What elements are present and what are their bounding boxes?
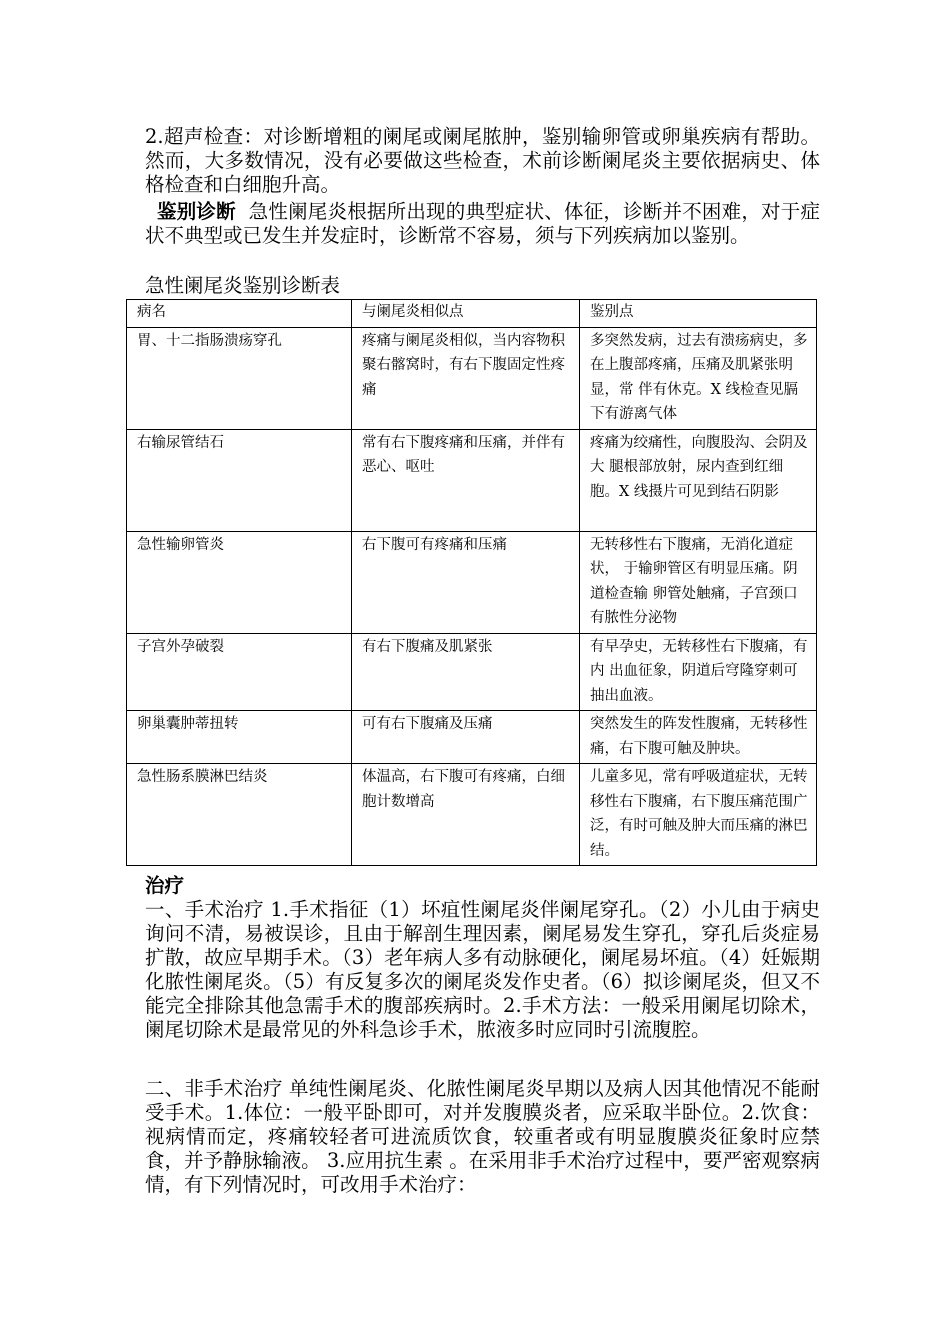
paragraph-surgical-treatment: 一、手术治疗 1.手术指征（1）坏疽性阑尾炎伴阑尾穿孔。（2）小儿由于病史询问不清，易被误诊，且由于解剖生理因素，阑尾易发生穿孔，穿孔后炎症易扩散，故应早期手术。（3）老年病人多有动脉硬化，阑尾易坏疽。（4）妊娠期化脓性阑尾炎。（5）有反复多次的阑尾炎发作史者。（6）拟诊阑尾炎，但又不能完全排除其他急需手术的腹部疾病时。2.手术方法：一般采用阑尾切除术，阑尾切除术是最常见的外科急诊手术，脓液多时应同时引流腹腔。 [145,898,820,1041]
cell-distinction: 有早孕史，无转移性右下腹痛，有内 出血征象，阴道后穹隆穿刺可抽出血液。 [580,633,817,711]
cell-similarity: 可有右下腹痛及压痛 [352,711,580,764]
differential-diagnosis-text: 急性阑尾炎根据所出现的典型症状、体征，诊断并不困难，对于症状不典型或已发生并发症时，诊断常不容易，须与下列疾病加以鉴别。 [145,200,820,247]
cell-disease: 急性输卵管炎 [127,531,352,633]
cell-distinction: 疼痛为绞痛性，向腹股沟、会阴及大 腿根部放射，尿内查到红细胞。X 线摄片可见到结石阴影 [580,429,817,531]
table-row [127,327,817,429]
cell-similarity: 有右下腹痛及肌紧张 [352,633,580,711]
paragraph-nonsurgical-treatment: 二、非手术治疗 单纯性阑尾炎、化脓性阑尾炎早期以及病人因其他情况不能耐受手术。1.体位：一般平卧即可，对并发腹膜炎者，应采取半卧位。2.饮食：视病情而定，疼痛较轻者可进流质饮食，较重者或有明显腹膜炎征象时应禁食，并予静脉输液。 3.应用抗生素 。在采用非手术治疗过程中，要严密观察病情，有下列情况时，可改用手术治疗： [145,1077,820,1196]
differential-diagnosis-heading: 鉴别诊断 [157,200,236,223]
table-caption: 急性阑尾炎鉴别诊断表 [145,274,341,297]
cell-disease: 右输尿管结石 [127,429,352,531]
paragraph-differential-diagnosis [145,200,820,248]
header-disease: 病名 [127,300,352,328]
cell-disease: 子宫外孕破裂 [127,633,352,711]
cell-distinction: 无转移性右下腹痛，无消化道症状， 于输卵管区有明显压痛。阴道检查输 卵管处触痛，子宫颈口有脓性分泌物 [580,531,817,633]
header-distinguishing-points: 鉴别点 [580,300,817,328]
table-row [127,711,817,764]
treatment-heading: 治疗 [145,874,185,897]
table-row [127,633,817,711]
cell-distinction: 多突然发病，过去有溃疡病史，多在上腹部疼痛，压痛及肌紧张明显，常 伴有休克。X 线检查见膈下有游离气体 [580,327,817,429]
cell-similarity: 疼痛与阑尾炎相似，当内容物积聚右髂窝时，有右下腹固定性疼痛 [352,327,580,429]
cell-disease: 卵巢囊肿蒂扭转 [127,711,352,764]
cell-distinction: 突然发生的阵发性腹痛，无转移性痛，右下腹可触及肿块。 [580,711,817,764]
cell-distinction: 儿童多见，常有呼吸道症状，无转移性右下腹痛，右下腹压痛范围广泛，有时可触及肿大而压痛的淋巴结。 [580,764,817,866]
paragraph-ultrasound: 2.超声检查：对诊断增粗的阑尾或阑尾脓肿，鉴别输卵管或卵巢疾病有帮助。然而，大多数情况，没有必要做这些检查，术前诊断阑尾炎主要依据病史、体格检查和白细胞升高。 [145,125,820,196]
cell-similarity: 右下腹可有疼痛和压痛 [352,531,580,633]
table-row [127,429,817,531]
cell-similarity: 常有右下腹疼痛和压痛，并伴有恶心、呕吐 [352,429,580,531]
header-similarities: 与阑尾炎相似点 [352,300,580,328]
cell-disease: 胃、十二指肠溃疡穿孔 [127,327,352,429]
table-row [127,764,817,866]
cell-similarity: 体温高，右下腹可有疼痛，白细胞计数增高 [352,764,580,866]
table-header-row [127,300,817,328]
cell-disease: 急性肠系膜淋巴结炎 [127,764,352,866]
table-row [127,531,817,633]
differential-diagnosis-table [126,299,817,866]
